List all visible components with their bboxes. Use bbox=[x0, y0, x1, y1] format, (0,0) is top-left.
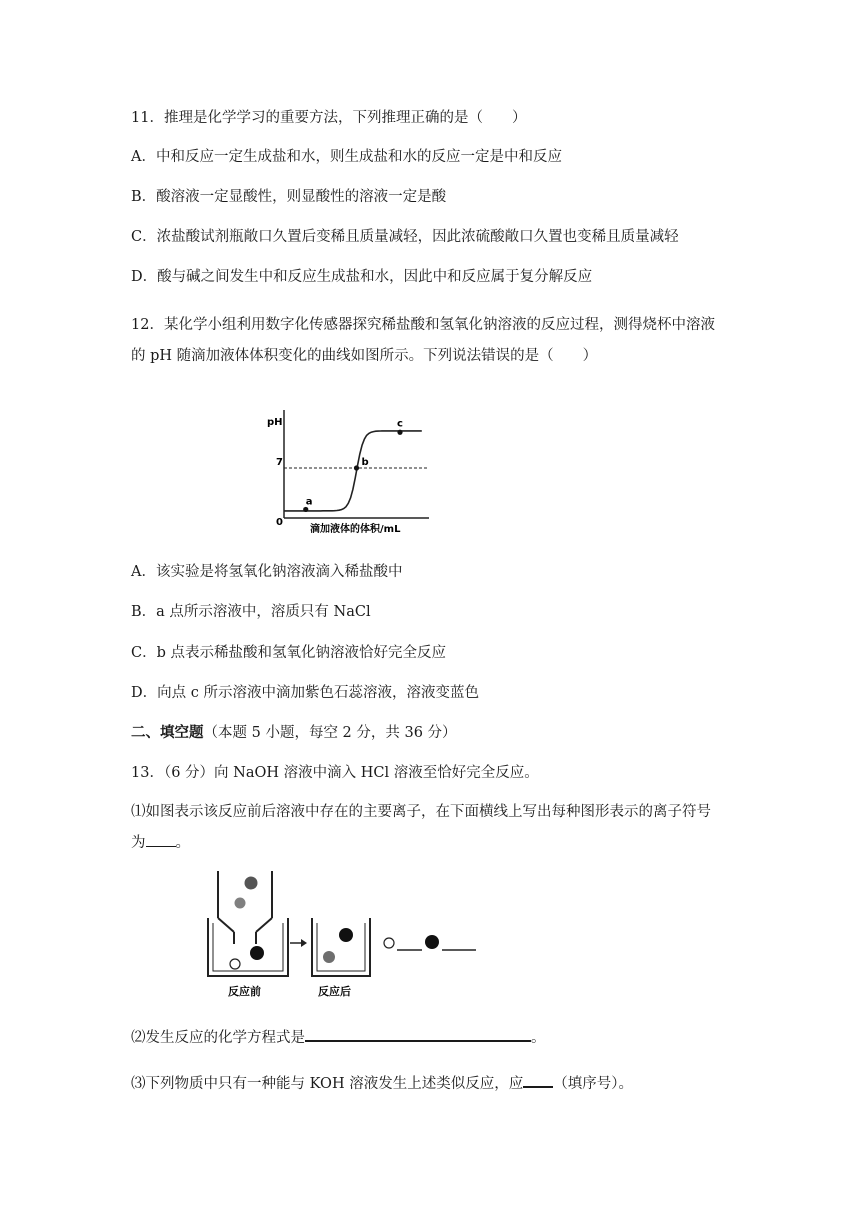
ion-black-after bbox=[339, 928, 353, 942]
chart-point-label-a: a bbox=[305, 496, 313, 508]
ion-white-before bbox=[230, 959, 240, 969]
q12-option-c: C．b 点表示稀盐酸和氢氧化钠溶液恰好完全反应 bbox=[131, 645, 446, 661]
ion-dark-gray-in-dropper bbox=[245, 877, 258, 890]
chart-xlabel: 滴加液体的体积/mL bbox=[310, 524, 401, 535]
q11-option-a: A．中和反应一定生成盐和水，则生成盐和水的反应一定是中和反应 bbox=[131, 149, 562, 165]
q12-stem-line1: 12．某化学小组利用数字化传感器探究稀盐酸和氢氧化钠溶液的反应过程，测得烧杯中溶液 bbox=[131, 317, 715, 333]
ion-gray-in-dropper bbox=[235, 898, 246, 909]
chart-origin: 0 bbox=[276, 517, 283, 528]
q13-part2 bbox=[131, 1026, 546, 1048]
q12-option-b: B．a 点所示溶液中，溶质只有 NaCl bbox=[131, 604, 371, 620]
chart-point-a bbox=[303, 507, 308, 512]
beaker-before bbox=[208, 918, 288, 976]
chart-ytick-7: 7 bbox=[276, 457, 283, 468]
q13-part1-prefix: 为 bbox=[131, 835, 146, 851]
ph-curve-chart bbox=[262, 398, 442, 548]
label-after: 反应后 bbox=[318, 985, 351, 998]
chart-point-label-c: c bbox=[397, 418, 403, 430]
q13-part1-line2 bbox=[131, 832, 190, 853]
legend-white-ion bbox=[384, 938, 394, 948]
q12-stem-line2: 的 pH 随滴加液体体积变化的曲线如图所示。下列说法错误的是（ ） bbox=[131, 348, 598, 364]
section-desc: （本题 5 小题，每空 2 分，共 36 分） bbox=[203, 725, 457, 741]
beaker-after bbox=[312, 918, 370, 976]
answer-blank-choice[interactable] bbox=[523, 1072, 553, 1088]
q13-part1-suffix: 。 bbox=[175, 835, 190, 851]
q11-option-d: D．酸与碱之间发生中和反应生成盐和水，因此中和反应属于复分解反应 bbox=[131, 269, 593, 285]
q13-part2-suffix: 。 bbox=[531, 1030, 546, 1046]
q13-part3 bbox=[131, 1072, 633, 1094]
ion-reaction-figure bbox=[200, 868, 490, 1003]
label-before: 反应前 bbox=[228, 985, 261, 998]
ion-gray-after bbox=[323, 951, 335, 963]
q13-stem: 13．（6 分）向 NaOH 溶液中滴入 HCl 溶液至恰好完全反应。 bbox=[131, 765, 539, 781]
chart-point-c bbox=[397, 430, 402, 435]
q11-stem: 11．推理是化学学习的重要方法，下列推理正确的是（ ） bbox=[131, 110, 527, 126]
section-title: 二、填空题 bbox=[131, 724, 204, 741]
q13-part1-line1: ⑴如图表示该反应前后溶液中存在的主要离子，在下面横线上写出每种图形表示的离子符号 bbox=[131, 804, 711, 820]
chart-point-label-b: b bbox=[361, 457, 369, 468]
q13-part3-prefix: ⑶下列物质中只有一种能与 KOH 溶液发生上述类似反应，应 bbox=[131, 1076, 524, 1092]
answer-blank-equation[interactable] bbox=[305, 1026, 531, 1042]
q12-option-d: D．向点 c 所示溶液中滴加紫色石蕊溶液，溶液变蓝色 bbox=[131, 685, 479, 701]
ion-black-before bbox=[250, 946, 264, 960]
answer-blank-ions[interactable] bbox=[146, 832, 176, 847]
q13-part2-prefix: ⑵发生反应的化学方程式是 bbox=[131, 1030, 305, 1046]
q13-part3-suffix: （填序号）。 bbox=[553, 1076, 633, 1092]
chart-ph-curve bbox=[284, 431, 422, 511]
q12-option-a: A．该实验是将氢氧化钠溶液滴入稀盐酸中 bbox=[131, 564, 403, 580]
q11-option-b: B．酸溶液一定显酸性，则显酸性的溶液一定是酸 bbox=[131, 189, 447, 205]
arrow-icon bbox=[290, 939, 307, 947]
chart-point-b bbox=[354, 465, 359, 470]
q11-option-c: C．浓盐酸试剂瓶敞口久置后变稀且质量减轻，因此浓硫酸敞口久置也变稀且质量减轻 bbox=[131, 229, 679, 245]
legend-black-ion bbox=[425, 935, 439, 949]
section-heading bbox=[131, 723, 457, 743]
chart-ylabel: pH bbox=[267, 417, 283, 428]
